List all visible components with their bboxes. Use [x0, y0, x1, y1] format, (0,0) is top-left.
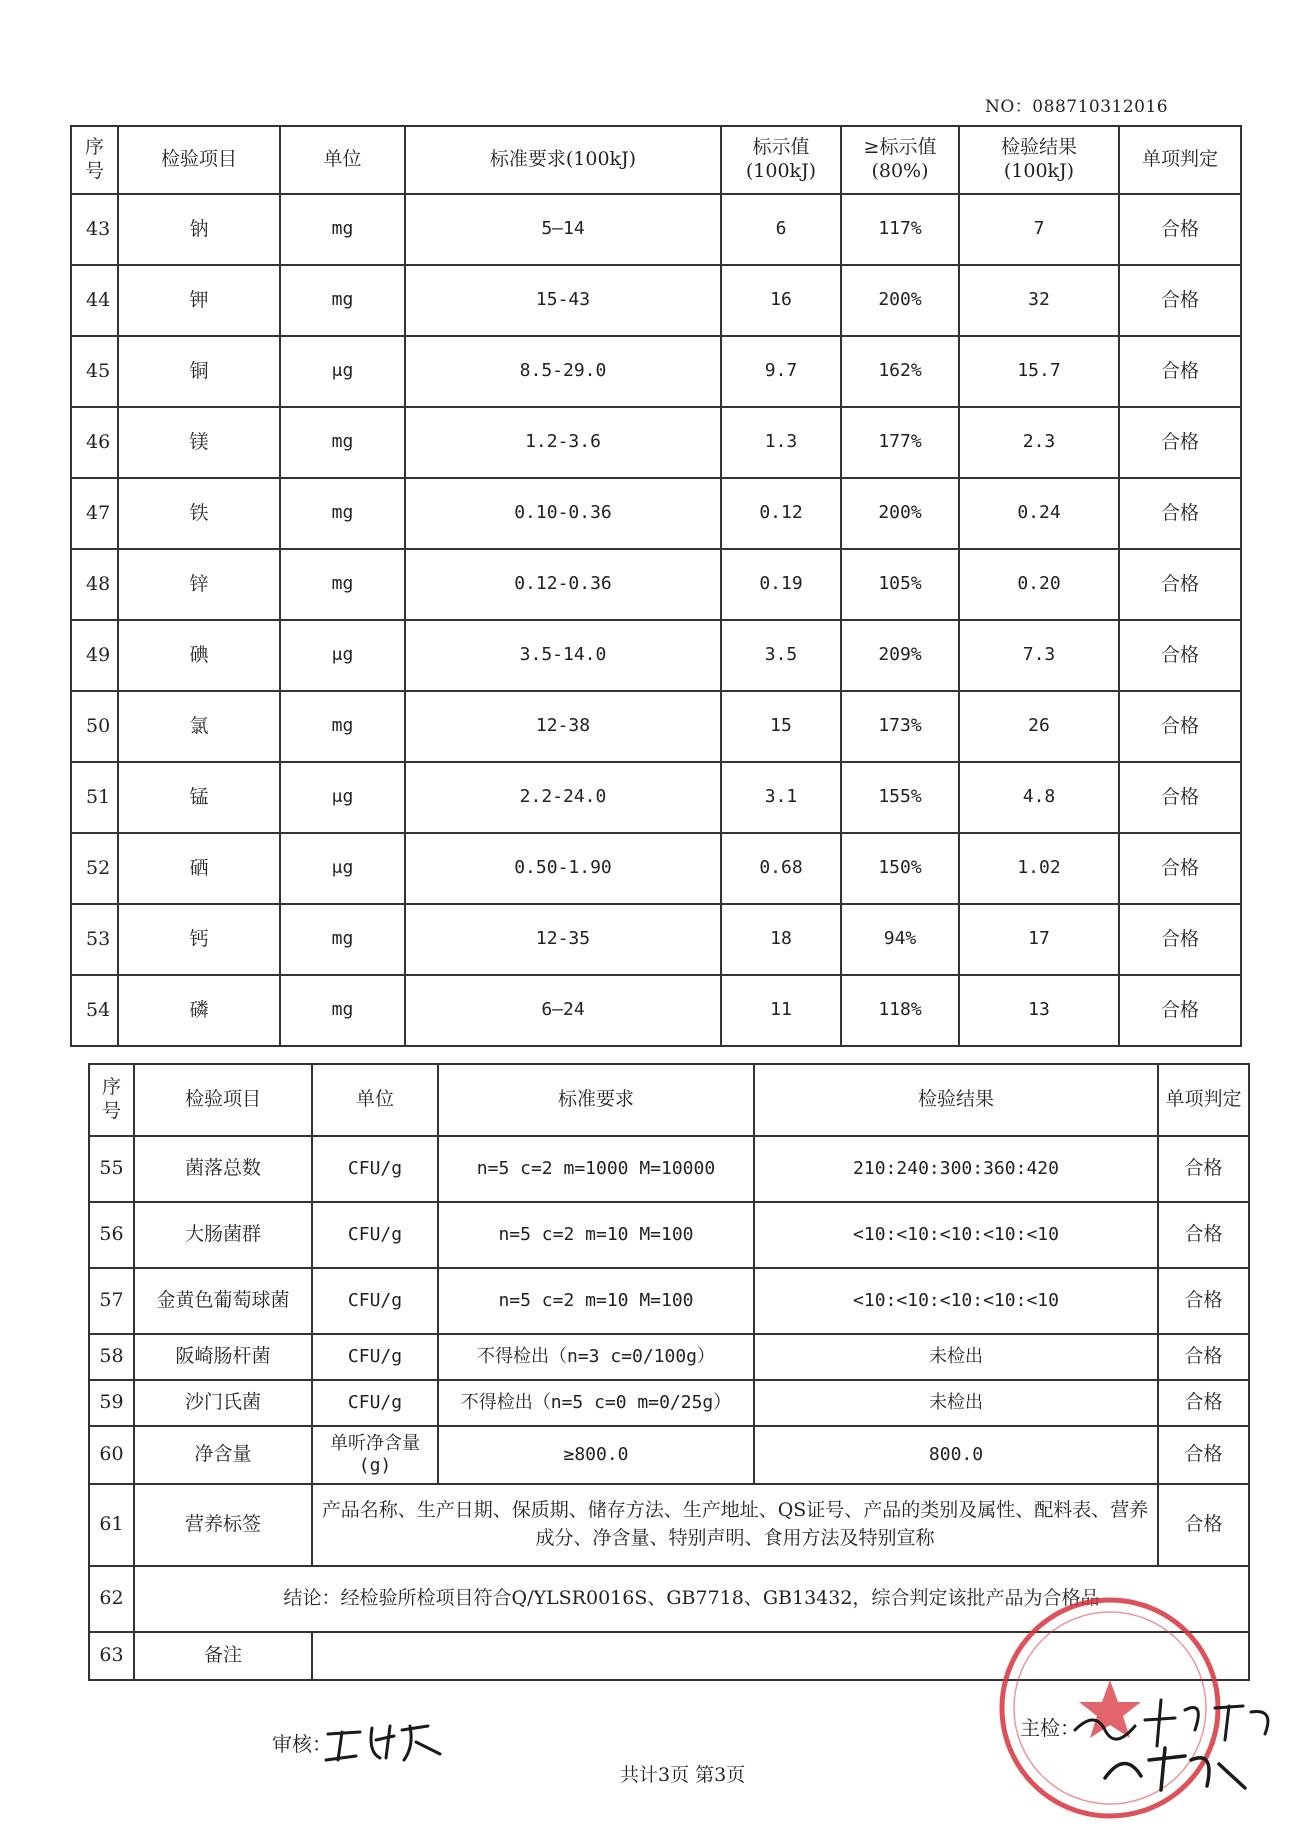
table-row [89, 1136, 1249, 1202]
row-item: 磷 [118, 975, 280, 1046]
row-unit: mg [280, 194, 405, 265]
row-seq: 56 [89, 1202, 134, 1268]
row-verdict: 合格 [1119, 975, 1241, 1046]
table-row [89, 1484, 1249, 1566]
row-result: 15.7 [959, 336, 1119, 407]
table-row [71, 620, 1241, 691]
row-verdict: 合格 [1158, 1484, 1249, 1566]
audit-signature [320, 1712, 450, 1767]
row-verdict: 合格 [1119, 336, 1241, 407]
row-item: 碘 [118, 620, 280, 691]
row-standard: n=5 c=2 m=10 M=100 [438, 1202, 754, 1268]
table-row [71, 265, 1241, 336]
row-unit: CFU/g [312, 1136, 438, 1202]
inspector-signature [1065, 1690, 1295, 1800]
row-percent: 200% [841, 478, 959, 549]
row-verdict: 合格 [1158, 1334, 1249, 1380]
row-standard: n=5 c=2 m=10 M=100 [438, 1268, 754, 1334]
row-unit: 单听净含量(g) [312, 1426, 438, 1484]
header2-seq: 序号 [89, 1064, 134, 1136]
table-row [89, 1380, 1249, 1426]
header2-standard: 标准要求 [438, 1064, 754, 1136]
row-standard: 不得检出（n=5 c=0 m=0/25g） [438, 1380, 754, 1426]
header-label-value-line2: (100kJ) [745, 160, 817, 182]
row-item: 锌 [118, 549, 280, 620]
row-verdict: 合格 [1119, 478, 1241, 549]
header2-verdict: 单项判定 [1158, 1064, 1249, 1136]
row-result: 210:240:300:360:420 [754, 1136, 1158, 1202]
row-percent: 177% [841, 407, 959, 478]
row-item: 硒 [118, 833, 280, 904]
row-standard: 15-43 [405, 265, 721, 336]
table-row [71, 691, 1241, 762]
row-verdict: 合格 [1119, 762, 1241, 833]
row-seq: 50 [71, 691, 118, 762]
table-row [89, 1426, 1249, 1484]
row-label-value: 0.19 [721, 549, 841, 620]
table-row [71, 762, 1241, 833]
table-row [71, 904, 1241, 975]
row-standard: 3.5-14.0 [405, 620, 721, 691]
row-seq: 54 [71, 975, 118, 1046]
row-standard: 1.2-3.6 [405, 407, 721, 478]
row-seq: 49 [71, 620, 118, 691]
header-result [959, 126, 1119, 194]
row-result: <10:<10:<10:<10:<10 [754, 1202, 1158, 1268]
row-percent: 155% [841, 762, 959, 833]
row-item: 沙门氏菌 [134, 1380, 312, 1426]
row-unit: mg [280, 265, 405, 336]
table-row [71, 478, 1241, 549]
row-label-value: 15 [721, 691, 841, 762]
row-standard: 12-38 [405, 691, 721, 762]
table-row [89, 1268, 1249, 1334]
micro-table-header [89, 1064, 1249, 1136]
header-result-line1: 检验结果 [1000, 136, 1077, 159]
row-standard: 0.50-1.90 [405, 833, 721, 904]
row-unit: mg [280, 691, 405, 762]
page-count: 共计3页 第3页 [620, 1764, 746, 1786]
row-label-value: 9.7 [721, 336, 841, 407]
row-item: 铁 [118, 478, 280, 549]
table-row [71, 194, 1241, 265]
row-seq: 59 [89, 1380, 134, 1426]
row-label-value: 0.12 [721, 478, 841, 549]
table-row [71, 975, 1241, 1046]
row-percent: 162% [841, 336, 959, 407]
row-standard: 0.10-0.36 [405, 478, 721, 549]
nutrient-table-header [71, 126, 1241, 194]
row-seq: 48 [71, 549, 118, 620]
row-result: 26 [959, 691, 1119, 762]
row-item: 营养标签 [134, 1484, 312, 1566]
row-result: 未检出 [754, 1380, 1158, 1426]
header2-result: 检验结果 [754, 1064, 1158, 1136]
row-verdict: 合格 [1119, 833, 1241, 904]
row-seq: 47 [71, 478, 118, 549]
row-unit: μg [280, 620, 405, 691]
row-result: 2.3 [959, 407, 1119, 478]
row-standard: 8.5-29.0 [405, 336, 721, 407]
row-seq: 51 [71, 762, 118, 833]
row-standard: ≥800.0 [438, 1426, 754, 1484]
table-row [71, 336, 1241, 407]
row-label-value: 3.5 [721, 620, 841, 691]
row-label-value: 0.68 [721, 833, 841, 904]
document-number: NO：088710312016 [985, 97, 1169, 117]
header-verdict: 单项判定 [1119, 126, 1241, 194]
label-requirements: 产品名称、生产日期、保质期、储存方法、生产地址、QS证号、产品的类别及属性、配料表、营养成分、净含量、特别声明、食用方法及特别宣称 [312, 1484, 1158, 1566]
row-seq: 63 [89, 1632, 134, 1680]
row-label-value: 1.3 [721, 407, 841, 478]
row-result: 1.02 [959, 833, 1119, 904]
row-item: 铜 [118, 336, 280, 407]
row-seq: 43 [71, 194, 118, 265]
row-unit: μg [280, 336, 405, 407]
table-row [89, 1202, 1249, 1268]
row-label-value: 16 [721, 265, 841, 336]
row-seq: 58 [89, 1334, 134, 1380]
row-result: 17 [959, 904, 1119, 975]
row-verdict: 合格 [1119, 407, 1241, 478]
row-percent: 200% [841, 265, 959, 336]
row-seq: 61 [89, 1484, 134, 1566]
table-row [89, 1334, 1249, 1380]
row-item: 钠 [118, 194, 280, 265]
row-standard: 2.2-24.0 [405, 762, 721, 833]
row-item: 备注 [134, 1632, 312, 1680]
header-item: 检验项目 [118, 126, 280, 194]
header2-item: 检验项目 [134, 1064, 312, 1136]
header-percent-line2: (80%) [871, 160, 929, 182]
row-result: 32 [959, 265, 1119, 336]
nutrient-table [70, 125, 1242, 1047]
conclusion: 结论：经检验所检项目符合Q/YLSR0016S、GB7718、GB13432，综合判定该批产品为合格品 [134, 1566, 1249, 1632]
row-item: 钙 [118, 904, 280, 975]
row-verdict: 合格 [1119, 549, 1241, 620]
row-percent: 105% [841, 549, 959, 620]
row-result: 0.24 [959, 478, 1119, 549]
row-result: 13 [959, 975, 1119, 1046]
row-result: 未检出 [754, 1334, 1158, 1380]
header-label-value [721, 126, 841, 194]
row-unit: CFU/g [312, 1268, 438, 1334]
inspector-label: 主检： [1020, 1716, 1080, 1740]
row-item: 金黄色葡萄球菌 [134, 1268, 312, 1334]
row-item: 净含量 [134, 1426, 312, 1484]
row-verdict: 合格 [1119, 620, 1241, 691]
row-seq: 44 [71, 265, 118, 336]
row-verdict: 合格 [1119, 265, 1241, 336]
row-item: 菌落总数 [134, 1136, 312, 1202]
audit-label: 审核： [272, 1732, 332, 1756]
row-seq: 62 [89, 1566, 134, 1632]
row-verdict: 合格 [1119, 691, 1241, 762]
row-result: 800.0 [754, 1426, 1158, 1484]
row-standard: 0.12-0.36 [405, 549, 721, 620]
row-verdict: 合格 [1158, 1380, 1249, 1426]
row-result: 7 [959, 194, 1119, 265]
row-verdict: 合格 [1158, 1426, 1249, 1484]
row-result: 0.20 [959, 549, 1119, 620]
row-label-value: 3.1 [721, 762, 841, 833]
row-item: 阪崎肠杆菌 [134, 1334, 312, 1380]
row-standard: n=5 c=2 m=1000 M=10000 [438, 1136, 754, 1202]
row-percent: 117% [841, 194, 959, 265]
row-unit: CFU/g [312, 1380, 438, 1426]
row-unit: μg [280, 833, 405, 904]
row-unit: mg [280, 975, 405, 1046]
row-standard: 12-35 [405, 904, 721, 975]
header2-unit: 单位 [312, 1064, 438, 1136]
row-unit: CFU/g [312, 1202, 438, 1268]
table-row [71, 549, 1241, 620]
header-unit: 单位 [280, 126, 405, 194]
row-item: 钾 [118, 265, 280, 336]
row-unit: μg [280, 762, 405, 833]
row-percent: 209% [841, 620, 959, 691]
row-seq: 45 [71, 336, 118, 407]
row-unit: mg [280, 549, 405, 620]
row-verdict: 合格 [1158, 1136, 1249, 1202]
row-unit: mg [280, 904, 405, 975]
row-verdict: 合格 [1119, 904, 1241, 975]
row-unit: mg [280, 478, 405, 549]
row-standard: 不得检出（n=3 c=0/100g） [438, 1334, 754, 1380]
row-unit: CFU/g [312, 1334, 438, 1380]
row-seq: 55 [89, 1136, 134, 1202]
header-percent-line1: ≥标示值 [863, 136, 937, 159]
row-standard: 5—14 [405, 194, 721, 265]
row-item: 氯 [118, 691, 280, 762]
row-seq: 57 [89, 1268, 134, 1334]
header-standard: 标准要求(100kJ) [405, 126, 721, 194]
row-result: 7.3 [959, 620, 1119, 691]
row-percent: 173% [841, 691, 959, 762]
row-seq: 52 [71, 833, 118, 904]
row-label-value: 11 [721, 975, 841, 1046]
row-verdict: 合格 [1119, 194, 1241, 265]
row-seq: 60 [89, 1426, 134, 1484]
row-result: 4.8 [959, 762, 1119, 833]
row-item: 镁 [118, 407, 280, 478]
row-item: 大肠菌群 [134, 1202, 312, 1268]
row-label-value: 6 [721, 194, 841, 265]
row-verdict: 合格 [1158, 1268, 1249, 1334]
row-verdict: 合格 [1158, 1202, 1249, 1268]
row-standard: 6—24 [405, 975, 721, 1046]
row-result: <10:<10:<10:<10:<10 [754, 1268, 1158, 1334]
row-percent: 150% [841, 833, 959, 904]
header-percent [841, 126, 959, 194]
row-percent: 94% [841, 904, 959, 975]
row-seq: 46 [71, 407, 118, 478]
header-result-line2: (100kJ) [1003, 160, 1075, 182]
header-seq: 序号 [71, 126, 118, 194]
header-label-value-line1: 标示值 [752, 136, 810, 159]
row-seq: 53 [71, 904, 118, 975]
row-unit: mg [280, 407, 405, 478]
row-item: 锰 [118, 762, 280, 833]
table-row [71, 407, 1241, 478]
row-label-value: 18 [721, 904, 841, 975]
row-percent: 118% [841, 975, 959, 1046]
table-row [71, 833, 1241, 904]
